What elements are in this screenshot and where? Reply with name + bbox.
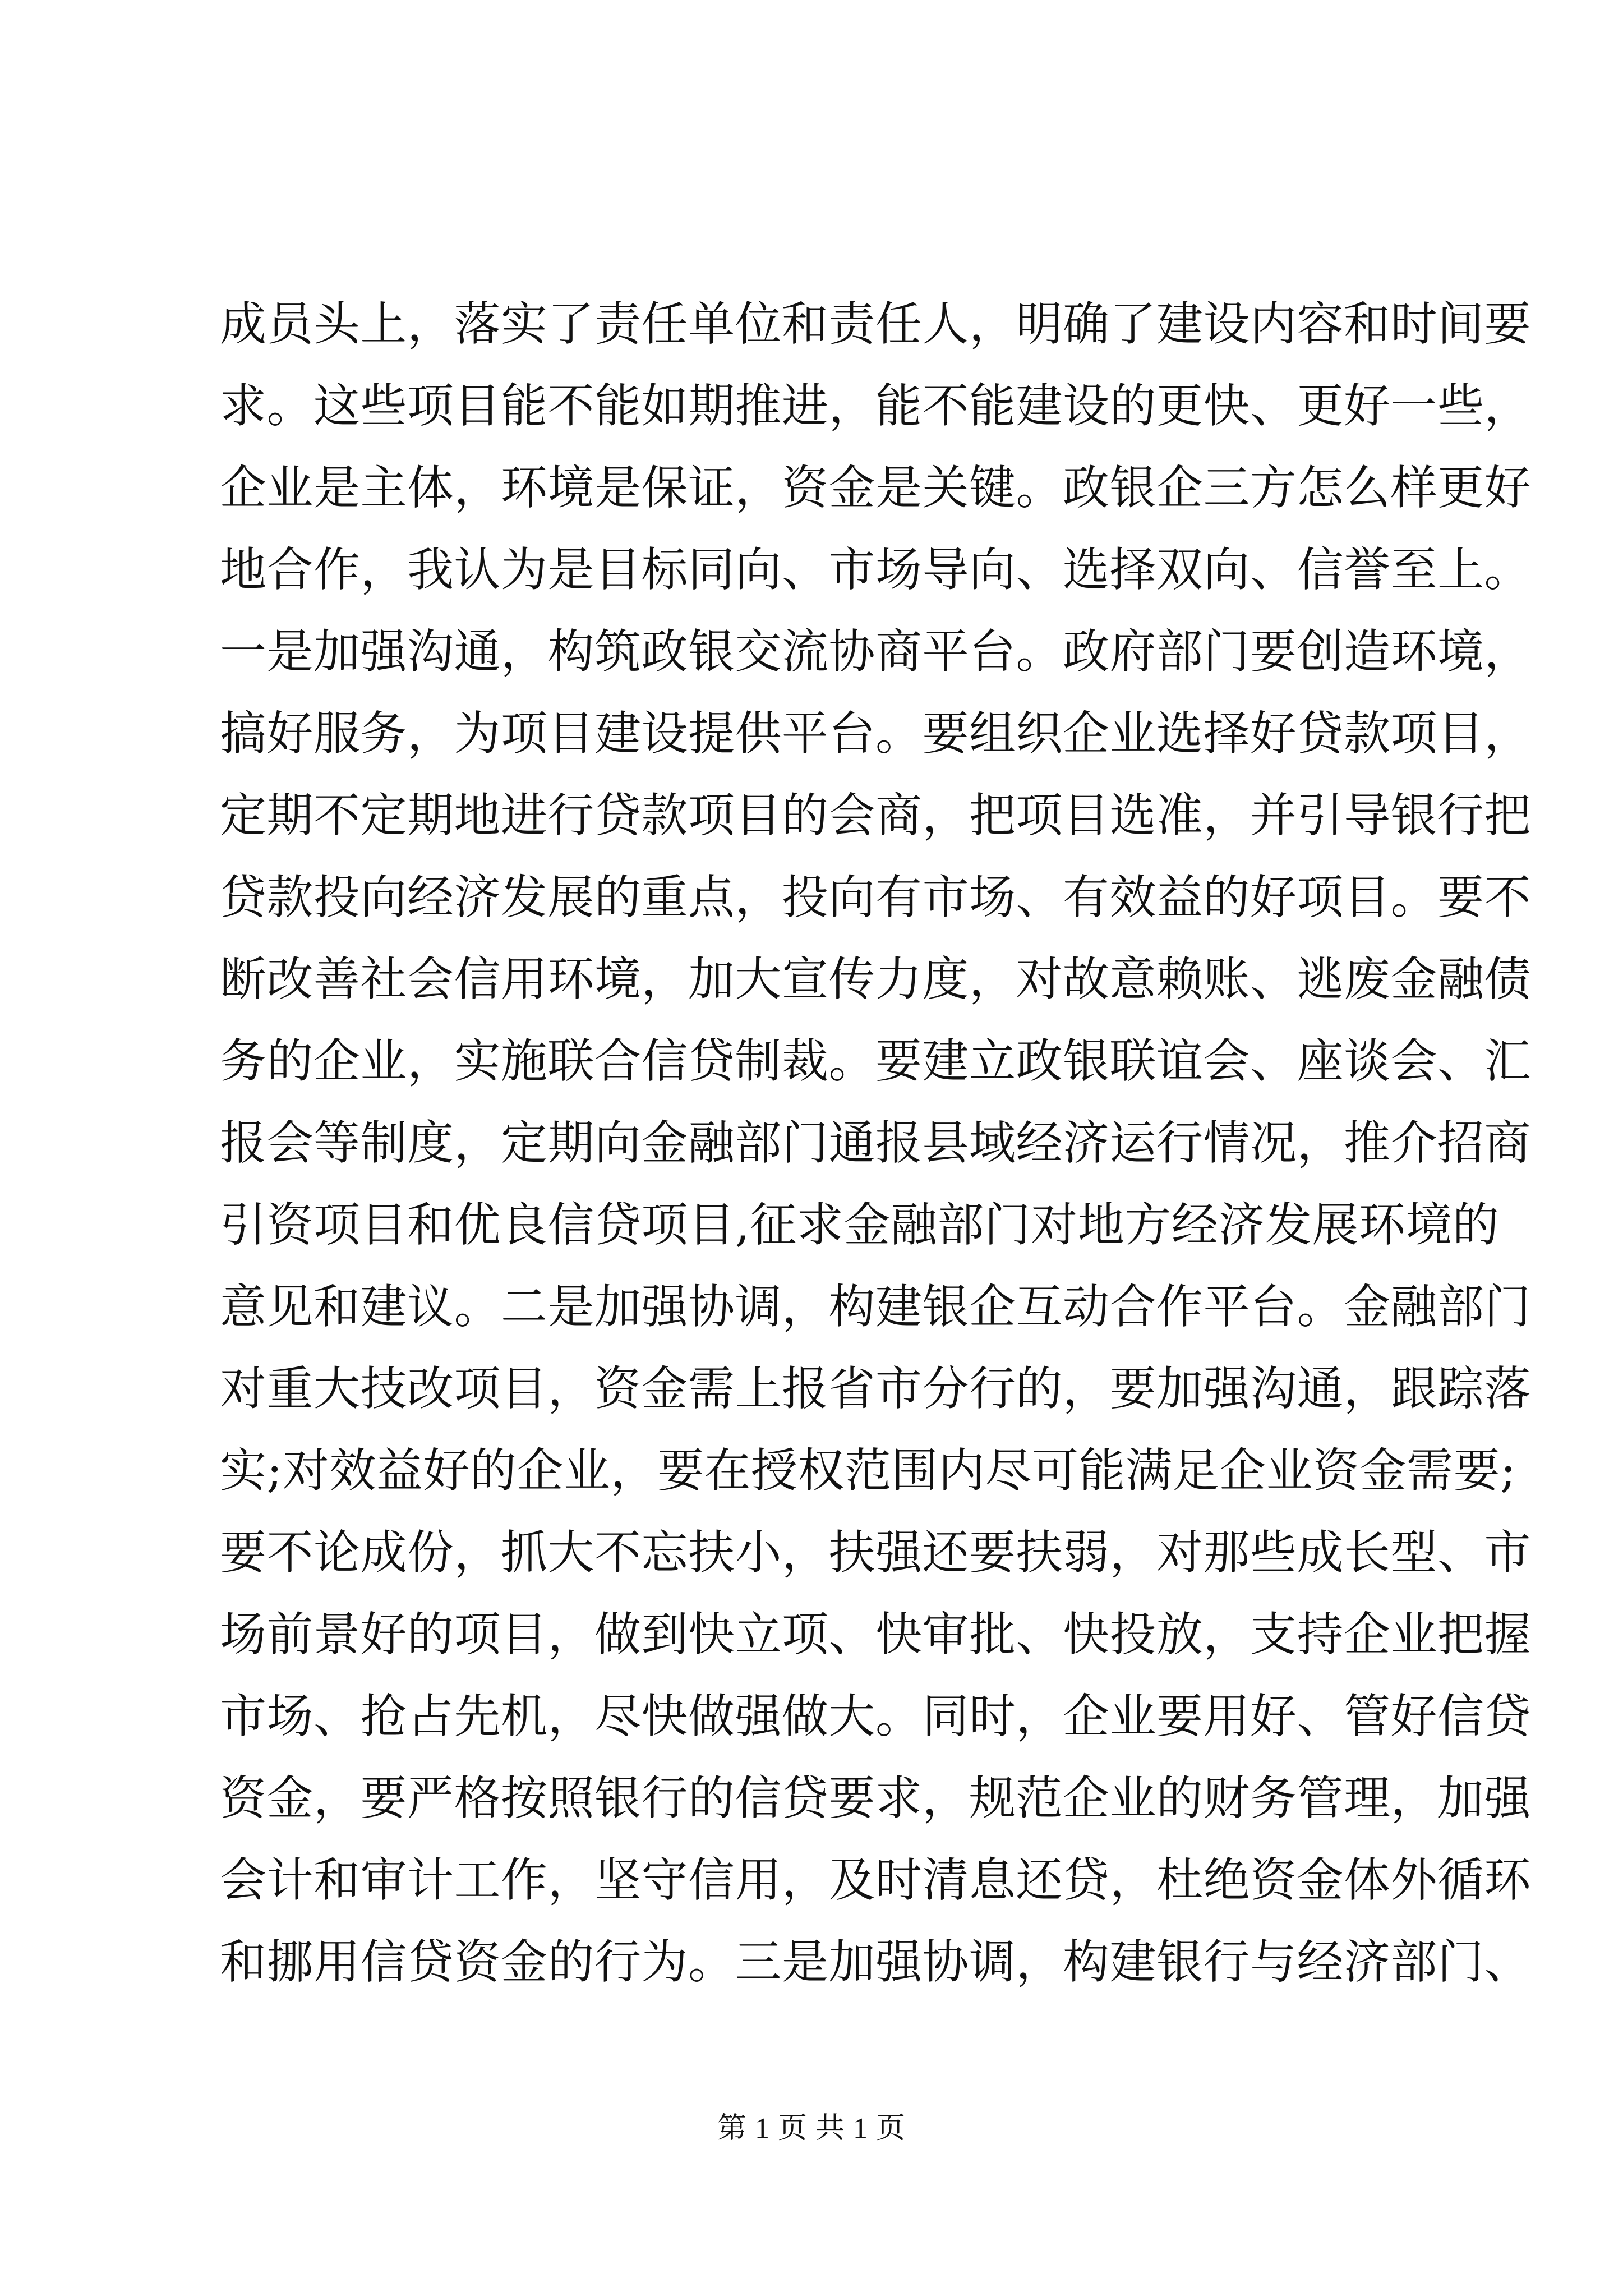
text-line-12: 引资项目和优良信贷项目,征求金融部门对地方经济发展环境的 [220, 1198, 1500, 1252]
text-line-15: 实;对效益好的企业，要在授权范围内尽可能满足企业资金需要; [220, 1443, 1516, 1498]
text-line-21: 和挪用信贷资金的行为。三是加强协调，构建银行与经济部门、 [220, 1935, 1531, 1989]
text-line-18: 市场、抢占先机，尽快做强做大。同时，企业要用好、管好信贷 [220, 1689, 1531, 1743]
text-line-16: 要不论成份，抓大不忘扶小，扶强还要扶弱，对那些成长型、市 [220, 1525, 1531, 1580]
text-line-3: 企业是主体，环境是保证，资金是关键。政银企三方怎么样更好 [220, 461, 1531, 515]
text-line-11: 报会等制度，定期向金融部门通报县域经济运行情况，推介招商 [220, 1116, 1531, 1170]
text-line-6: 搞好服务，为项目建设提供平台。要组织企业选择好贷款项目， [220, 706, 1531, 761]
body-text [220, 283, 1531, 2003]
text-line-5: 一是加强沟通，构筑政银交流协商平台。政府部门要创造环境， [220, 624, 1531, 679]
text-line-10: 务的企业，实施联合信贷制裁。要建立政银联谊会、座谈会、汇 [220, 1034, 1531, 1088]
text-line-9: 断改善社会信用环境，加大宣传力度，对故意赖账、逃废金融债 [220, 952, 1531, 1006]
text-line-2: 求。这些项目能不能如期推进，能不能建设的更快、更好一些， [220, 379, 1531, 433]
text-line-4: 地合作，我认为是目标同向、市场导向、选择双向、信誉至上。 [220, 542, 1531, 597]
text-line-19: 资金，要严格按照银行的信贷要求，规范企业的财务管理，加强 [220, 1771, 1531, 1825]
text-line-20: 会计和审计工作，坚守信用，及时清息还贷，杜绝资金体外循环 [220, 1853, 1531, 1907]
page-number-indicator: 第 1 页 共 1 页 [717, 2113, 906, 2145]
text-line-17: 场前景好的项目，做到快立项、快审批、快投放，支持企业把握 [220, 1607, 1531, 1662]
text-line-1: 成员头上，落实了责任单位和责任人，明确了建设内容和时间要 [220, 297, 1531, 351]
page-footer [0, 2109, 1623, 2148]
text-line-8: 贷款投向经济发展的重点，投向有市场、有效益的好项目。要不 [220, 870, 1531, 924]
text-line-7: 定期不定期地进行贷款项目的会商，把项目选准，并引导银行把 [220, 788, 1531, 843]
text-line-14: 对重大技改项目，资金需上报省市分行的，要加强沟通，跟踪落 [220, 1361, 1531, 1416]
text-line-13: 意见和建议。二是加强协调，构建银企互动合作平台。金融部门 [220, 1280, 1531, 1334]
